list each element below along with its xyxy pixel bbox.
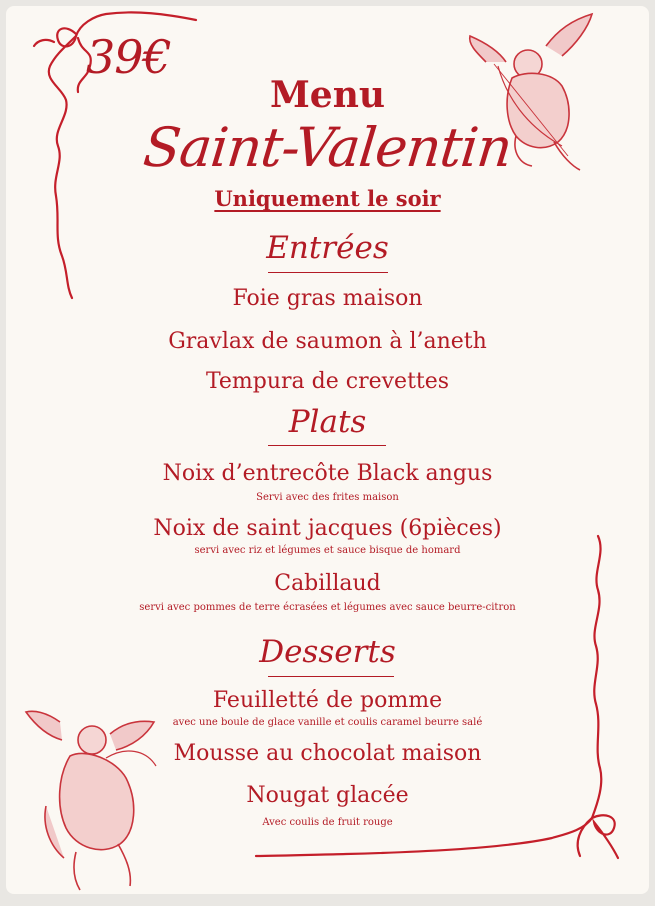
section-title-entrees: Entrées [266, 230, 389, 266]
page-title: Saint-Valentin [140, 116, 515, 179]
section-title-plats: Plats [288, 404, 367, 440]
dish-description: servi avec riz et légumes et sauce bisque de homard [194, 545, 461, 556]
dish-name: Tempura de crevettes [205, 369, 450, 394]
dish-name: Noix d’entrecôte Black angus [162, 461, 493, 486]
price-label: 39€ [86, 30, 171, 84]
section-underline [268, 676, 394, 677]
dish-name: Foie gras maison [232, 286, 423, 311]
menu-page [6, 6, 649, 894]
dish-description: Servi avec des frites maison [256, 492, 399, 503]
dish-description: Avec coulis de fruit rouge [262, 817, 393, 828]
dish-name: Nougat glacée [246, 783, 409, 808]
dish-name: Cabillaud [274, 571, 381, 596]
dish-description: servi avec pommes de terre écrasées et légumes avec sauce beurre-citron [139, 602, 516, 613]
subtitle: Uniquement le soir [214, 186, 441, 211]
section-underline [268, 272, 388, 273]
dish-description: avec une boule de glace vanille et coulis caramel beurre salé [172, 717, 483, 728]
section-underline [268, 445, 386, 446]
dish-name: Noix de saint jacques (6pièces) [153, 516, 502, 541]
menu-heading: Menu [269, 74, 386, 116]
dish-name: Mousse au chocolat maison [173, 741, 482, 766]
dish-name: Gravlax de saumon à l’aneth [168, 329, 487, 354]
dish-name: Feuilletté de pomme [212, 688, 443, 713]
section-title-desserts: Desserts [259, 634, 396, 670]
